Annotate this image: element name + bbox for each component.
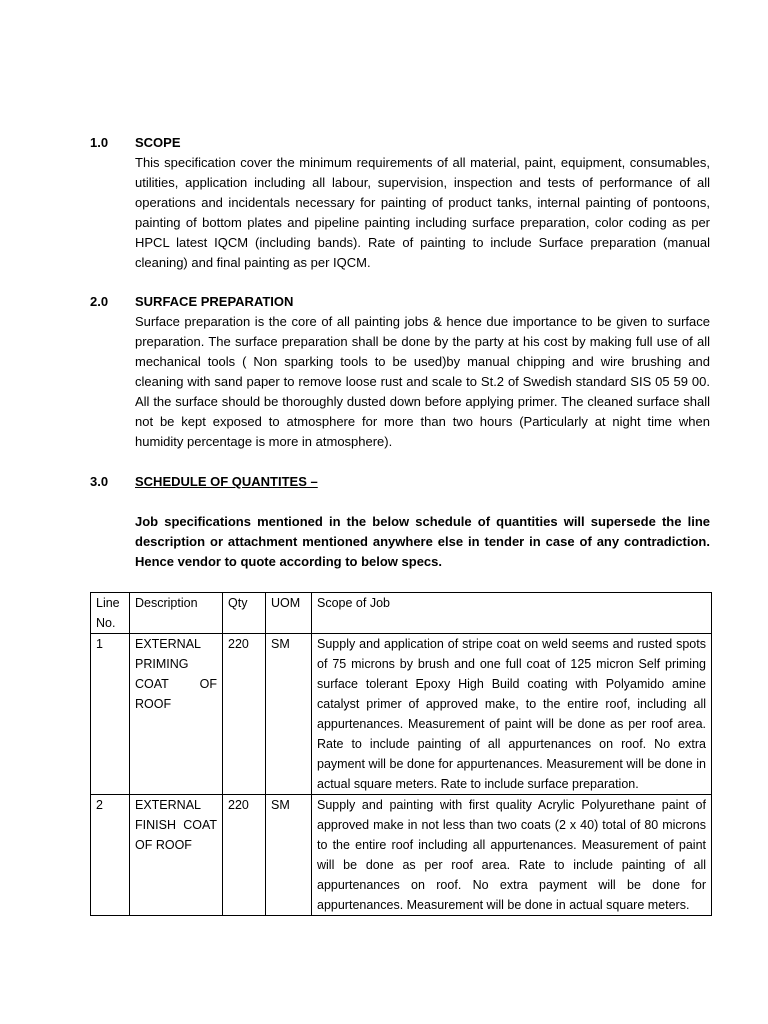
header-uom: UOM — [266, 593, 312, 634]
cell-qty: 220 — [223, 795, 266, 916]
table-row — [91, 634, 712, 795]
section-number: 1.0 — [90, 135, 109, 150]
section-body: This specification cover the minimum requirements of all material, paint, equipment, consumables, utilities, application including all labour, supervision, inspection and tests of performance of all operations and incidentals necessary for painting of product tanks, internal painting of pontoons, painting of bottom plates and pipeline painting including surface preparation, color coding as per HPCL latest IQCM (including bands). Rate of painting to include Surface preparation (manual cleaning) and final painting as per IQCM. — [135, 155, 710, 270]
section-body: Surface preparation is the core of all painting jobs & hence due importance to be given to surface preparation. The surface preparation shall be done by the party at his cost by making full use of all mechanical tools ( Non sparking tools to be used)by manual chipping and wire brushing and cleaning with sand paper to remove loose rust and scale to St.2 of Swedish standard SIS 05 59 00. All the surface should be thoroughly dusted down before applying primer. The cleaned surface shall not be kept exposed to atmosphere for more than two hours (Particularly at night time when humidity percentage is more in atmosphere). — [135, 314, 710, 449]
section-scope — [90, 133, 710, 273]
header-line-no: Line No. — [91, 593, 130, 634]
section-body: Job specifications mentioned in the below schedule of quantities will supersede the line description or attachment mentioned anywhere else in tender in case of any contradiction. Hence vendor to quote according to below specs. — [135, 514, 710, 569]
cell-uom: SM — [266, 634, 312, 795]
section-number: 3.0 — [90, 474, 109, 489]
table-header-row — [91, 593, 712, 634]
section-number: 2.0 — [90, 294, 109, 309]
cell-scope: Supply and application of stripe coat on weld seems and rusted spots of 75 microns by brush and one full coat of 125 micron Self priming surface tolerant Epoxy High Build coating with Polyamido amine catalyst primer of approved make, to the entire roof, including all appurtenances. Measurement of paint will be done as per roof area. Rate to include painting of all appurtenances on roof. No extra payment will be done for appurtenances. Measurement will be done in actual square meters. Rate to include surface preparation. — [312, 634, 712, 795]
section-title: SCOPE — [135, 135, 181, 150]
header-description: Description — [130, 593, 223, 634]
section-title: SCHEDULE OF QUANTITES – — [135, 474, 318, 489]
section-title: SURFACE PREPARATION — [135, 294, 294, 309]
cell-qty: 220 — [223, 634, 266, 795]
cell-description: EXTERNAL FINISH COAT OF ROOF — [130, 795, 223, 916]
cell-uom: SM — [266, 795, 312, 916]
section-heading — [90, 472, 710, 492]
section-schedule-of-quantities — [90, 472, 710, 572]
schedule-of-quantities-table — [90, 592, 712, 916]
cell-line-no: 1 — [91, 634, 130, 795]
section-heading — [90, 133, 710, 153]
cell-line-no: 2 — [91, 795, 130, 916]
cell-scope: Supply and painting with first quality Acrylic Polyurethane paint of approved make in not less than two coats (2 x 40) total of 80 microns to the entire roof including all appurtenances. Measurement of paint will be done as per roof area. Rate to include painting of all appurtenances on roof. No extra payment will be done for appurtenances. Measurement will be done in actual square meters. — [312, 795, 712, 916]
section-heading — [90, 292, 710, 312]
table-row — [91, 795, 712, 916]
header-scope: Scope of Job — [312, 593, 712, 634]
section-surface-preparation — [90, 292, 710, 452]
cell-description: EXTERNAL PRIMING COAT OF ROOF — [130, 634, 223, 795]
header-qty: Qty — [223, 593, 266, 634]
